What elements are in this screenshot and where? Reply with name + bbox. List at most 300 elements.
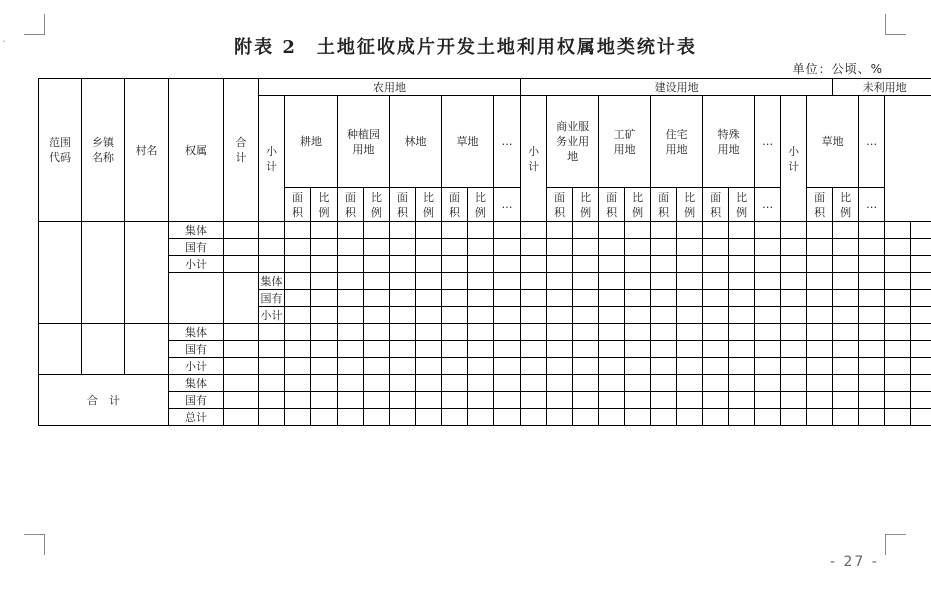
data-cell[interactable] <box>677 392 703 409</box>
data-cell[interactable] <box>729 290 755 307</box>
data-cell[interactable] <box>285 222 311 239</box>
data-cell[interactable] <box>285 239 311 256</box>
data-cell[interactable] <box>573 307 599 324</box>
data-cell[interactable] <box>885 222 911 239</box>
data-cell[interactable] <box>729 222 755 239</box>
data-cell[interactable] <box>416 392 442 409</box>
data-cell[interactable] <box>781 290 807 307</box>
data-cell[interactable] <box>521 307 547 324</box>
data-cell[interactable] <box>625 324 651 341</box>
data-cell[interactable] <box>573 239 599 256</box>
data-cell[interactable] <box>338 290 364 307</box>
data-cell[interactable] <box>416 273 442 290</box>
data-cell[interactable] <box>364 375 390 392</box>
data-cell[interactable] <box>807 256 833 273</box>
data-cell[interactable] <box>703 239 729 256</box>
data-cell[interactable] <box>364 307 390 324</box>
data-cell[interactable] <box>859 273 885 290</box>
data-cell[interactable] <box>224 409 259 426</box>
data-cell[interactable] <box>547 239 573 256</box>
data-cell[interactable] <box>677 341 703 358</box>
data-cell[interactable] <box>547 256 573 273</box>
data-cell[interactable] <box>859 290 885 307</box>
data-cell[interactable] <box>729 375 755 392</box>
data-cell[interactable] <box>755 358 781 375</box>
data-cell[interactable] <box>677 324 703 341</box>
data-cell[interactable] <box>521 358 547 375</box>
data-cell[interactable] <box>729 358 755 375</box>
data-cell[interactable] <box>442 222 468 239</box>
data-cell[interactable] <box>259 239 285 256</box>
data-cell[interactable] <box>599 273 625 290</box>
data-cell[interactable] <box>651 290 677 307</box>
data-cell[interactable] <box>859 341 885 358</box>
data-cell[interactable] <box>781 324 807 341</box>
data-cell[interactable] <box>599 409 625 426</box>
data-cell[interactable] <box>390 239 416 256</box>
data-cell[interactable] <box>703 358 729 375</box>
data-cell[interactable] <box>625 409 651 426</box>
data-cell[interactable] <box>390 409 416 426</box>
data-cell[interactable] <box>885 409 911 426</box>
data-cell[interactable] <box>651 256 677 273</box>
data-cell[interactable] <box>416 341 442 358</box>
data-cell[interactable] <box>599 341 625 358</box>
data-cell[interactable] <box>599 256 625 273</box>
data-cell[interactable] <box>390 375 416 392</box>
data-cell[interactable] <box>468 222 494 239</box>
data-cell[interactable] <box>703 256 729 273</box>
data-cell[interactable] <box>911 273 931 290</box>
data-cell[interactable] <box>911 239 931 256</box>
data-cell[interactable] <box>390 392 416 409</box>
data-cell[interactable] <box>259 256 285 273</box>
data-cell[interactable] <box>625 358 651 375</box>
data-cell[interactable] <box>364 222 390 239</box>
data-cell[interactable] <box>521 375 547 392</box>
data-cell[interactable] <box>807 375 833 392</box>
data-cell[interactable] <box>442 324 468 341</box>
data-cell[interactable] <box>885 273 911 290</box>
data-cell[interactable] <box>468 324 494 341</box>
data-cell[interactable] <box>599 375 625 392</box>
data-cell[interactable] <box>573 222 599 239</box>
data-cell[interactable] <box>859 375 885 392</box>
data-cell[interactable] <box>311 307 338 324</box>
data-cell[interactable] <box>338 273 364 290</box>
data-cell[interactable] <box>885 341 911 358</box>
data-cell[interactable] <box>885 375 911 392</box>
data-cell[interactable] <box>885 290 911 307</box>
data-cell[interactable] <box>259 358 285 375</box>
data-cell[interactable] <box>311 341 338 358</box>
data-cell[interactable] <box>625 290 651 307</box>
data-cell[interactable] <box>416 375 442 392</box>
data-cell[interactable] <box>807 273 833 290</box>
data-cell[interactable] <box>259 341 285 358</box>
data-cell[interactable] <box>599 324 625 341</box>
data-cell[interactable] <box>259 409 285 426</box>
data-cell[interactable] <box>755 375 781 392</box>
data-cell[interactable] <box>755 290 781 307</box>
data-cell[interactable] <box>781 392 807 409</box>
data-cell[interactable] <box>781 341 807 358</box>
data-cell[interactable] <box>521 324 547 341</box>
data-cell[interactable] <box>807 409 833 426</box>
data-cell[interactable] <box>311 324 338 341</box>
data-cell[interactable] <box>599 392 625 409</box>
data-cell[interactable] <box>677 409 703 426</box>
data-cell[interactable] <box>677 273 703 290</box>
data-cell[interactable] <box>911 307 931 324</box>
data-cell[interactable] <box>390 273 416 290</box>
data-cell[interactable] <box>364 239 390 256</box>
data-cell[interactable] <box>468 239 494 256</box>
data-cell[interactable] <box>416 324 442 341</box>
data-cell[interactable] <box>911 290 931 307</box>
data-cell[interactable] <box>599 290 625 307</box>
data-cell[interactable] <box>338 222 364 239</box>
data-cell[interactable] <box>338 409 364 426</box>
data-cell[interactable] <box>494 324 521 341</box>
data-cell[interactable] <box>547 290 573 307</box>
data-cell[interactable] <box>364 273 390 290</box>
data-cell[interactable] <box>494 239 521 256</box>
data-cell[interactable] <box>442 256 468 273</box>
data-cell[interactable] <box>885 256 911 273</box>
data-cell[interactable] <box>311 358 338 375</box>
data-cell[interactable] <box>859 392 885 409</box>
data-cell[interactable] <box>494 341 521 358</box>
data-cell[interactable] <box>224 341 259 358</box>
data-cell[interactable] <box>442 375 468 392</box>
data-cell[interactable] <box>833 290 859 307</box>
data-cell[interactable] <box>547 392 573 409</box>
data-cell[interactable] <box>677 375 703 392</box>
data-cell[interactable] <box>859 409 885 426</box>
data-cell[interactable] <box>338 375 364 392</box>
data-cell[interactable] <box>311 375 338 392</box>
data-cell[interactable] <box>651 392 677 409</box>
data-cell[interactable] <box>677 256 703 273</box>
data-cell[interactable] <box>911 341 931 358</box>
data-cell[interactable] <box>364 256 390 273</box>
data-cell[interactable] <box>807 222 833 239</box>
data-cell[interactable] <box>521 409 547 426</box>
data-cell[interactable] <box>599 222 625 239</box>
data-cell[interactable] <box>442 290 468 307</box>
data-cell[interactable] <box>911 256 931 273</box>
data-cell[interactable] <box>833 358 859 375</box>
data-cell[interactable] <box>651 409 677 426</box>
data-cell[interactable] <box>911 392 931 409</box>
data-cell[interactable] <box>859 307 885 324</box>
data-cell[interactable] <box>625 375 651 392</box>
data-cell[interactable] <box>573 375 599 392</box>
data-cell[interactable] <box>833 341 859 358</box>
data-cell[interactable] <box>833 392 859 409</box>
data-cell[interactable] <box>494 392 521 409</box>
data-cell[interactable] <box>311 273 338 290</box>
data-cell[interactable] <box>547 307 573 324</box>
data-cell[interactable] <box>651 324 677 341</box>
data-cell[interactable] <box>651 358 677 375</box>
data-cell[interactable] <box>494 375 521 392</box>
data-cell[interactable] <box>364 341 390 358</box>
data-cell[interactable] <box>911 222 931 239</box>
data-cell[interactable] <box>521 290 547 307</box>
data-cell[interactable] <box>885 324 911 341</box>
data-cell[interactable] <box>703 341 729 358</box>
data-cell[interactable] <box>259 392 285 409</box>
data-cell[interactable] <box>573 290 599 307</box>
data-cell[interactable] <box>468 256 494 273</box>
data-cell[interactable] <box>285 392 311 409</box>
data-cell[interactable] <box>285 324 311 341</box>
data-cell[interactable] <box>807 290 833 307</box>
data-cell[interactable] <box>859 324 885 341</box>
data-cell[interactable] <box>807 239 833 256</box>
data-cell[interactable] <box>416 290 442 307</box>
data-cell[interactable] <box>364 324 390 341</box>
data-cell[interactable] <box>285 273 311 290</box>
data-cell[interactable] <box>338 358 364 375</box>
data-cell[interactable] <box>625 273 651 290</box>
data-cell[interactable] <box>468 392 494 409</box>
data-cell[interactable] <box>703 409 729 426</box>
data-cell[interactable] <box>390 358 416 375</box>
data-cell[interactable] <box>729 256 755 273</box>
data-cell[interactable] <box>416 256 442 273</box>
data-cell[interactable] <box>651 222 677 239</box>
data-cell[interactable] <box>833 256 859 273</box>
data-cell[interactable] <box>442 358 468 375</box>
data-cell[interactable] <box>599 358 625 375</box>
data-cell[interactable] <box>573 273 599 290</box>
data-cell[interactable] <box>651 307 677 324</box>
data-cell[interactable] <box>703 392 729 409</box>
data-cell[interactable] <box>703 324 729 341</box>
data-cell[interactable] <box>521 256 547 273</box>
data-cell[interactable] <box>677 239 703 256</box>
data-cell[interactable] <box>311 222 338 239</box>
data-cell[interactable] <box>781 239 807 256</box>
data-cell[interactable] <box>311 290 338 307</box>
data-cell[interactable] <box>494 290 521 307</box>
data-cell[interactable] <box>338 256 364 273</box>
data-cell[interactable] <box>807 392 833 409</box>
data-cell[interactable] <box>416 307 442 324</box>
data-cell[interactable] <box>364 409 390 426</box>
data-cell[interactable] <box>729 392 755 409</box>
data-cell[interactable] <box>755 222 781 239</box>
data-cell[interactable] <box>494 273 521 290</box>
data-cell[interactable] <box>885 239 911 256</box>
data-cell[interactable] <box>703 307 729 324</box>
data-cell[interactable] <box>599 307 625 324</box>
data-cell[interactable] <box>521 239 547 256</box>
data-cell[interactable] <box>547 341 573 358</box>
data-cell[interactable] <box>729 324 755 341</box>
data-cell[interactable] <box>911 409 931 426</box>
data-cell[interactable] <box>599 239 625 256</box>
data-cell[interactable] <box>442 392 468 409</box>
data-cell[interactable] <box>781 358 807 375</box>
data-cell[interactable] <box>338 239 364 256</box>
data-cell[interactable] <box>755 409 781 426</box>
data-cell[interactable] <box>521 273 547 290</box>
data-cell[interactable] <box>651 375 677 392</box>
data-cell[interactable] <box>442 273 468 290</box>
data-cell[interactable] <box>833 239 859 256</box>
data-cell[interactable] <box>755 307 781 324</box>
data-cell[interactable] <box>781 409 807 426</box>
data-cell[interactable] <box>338 392 364 409</box>
data-cell[interactable] <box>729 341 755 358</box>
data-cell[interactable] <box>651 273 677 290</box>
data-cell[interactable] <box>285 256 311 273</box>
data-cell[interactable] <box>781 273 807 290</box>
data-cell[interactable] <box>729 307 755 324</box>
data-cell[interactable] <box>573 358 599 375</box>
data-cell[interactable] <box>416 222 442 239</box>
data-cell[interactable] <box>859 358 885 375</box>
data-cell[interactable] <box>573 409 599 426</box>
data-cell[interactable] <box>651 239 677 256</box>
data-cell[interactable] <box>390 256 416 273</box>
data-cell[interactable] <box>364 290 390 307</box>
data-cell[interactable] <box>390 341 416 358</box>
data-cell[interactable] <box>442 307 468 324</box>
data-cell[interactable] <box>677 358 703 375</box>
data-cell[interactable] <box>468 307 494 324</box>
data-cell[interactable] <box>259 375 285 392</box>
data-cell[interactable] <box>755 273 781 290</box>
data-cell[interactable] <box>703 222 729 239</box>
data-cell[interactable] <box>781 222 807 239</box>
data-cell[interactable] <box>625 222 651 239</box>
data-cell[interactable] <box>285 307 311 324</box>
data-cell[interactable] <box>442 239 468 256</box>
data-cell[interactable] <box>259 222 285 239</box>
data-cell[interactable] <box>677 222 703 239</box>
data-cell[interactable] <box>547 222 573 239</box>
data-cell[interactable] <box>807 324 833 341</box>
data-cell[interactable] <box>833 409 859 426</box>
data-cell[interactable] <box>911 375 931 392</box>
data-cell[interactable] <box>494 307 521 324</box>
data-cell[interactable] <box>390 324 416 341</box>
data-cell[interactable] <box>494 222 521 239</box>
data-cell[interactable] <box>494 256 521 273</box>
data-cell[interactable] <box>625 239 651 256</box>
data-cell[interactable] <box>885 307 911 324</box>
data-cell[interactable] <box>285 409 311 426</box>
data-cell[interactable] <box>755 341 781 358</box>
data-cell[interactable] <box>521 341 547 358</box>
data-cell[interactable] <box>338 307 364 324</box>
data-cell[interactable] <box>285 358 311 375</box>
data-cell[interactable] <box>224 239 259 256</box>
data-cell[interactable] <box>224 358 259 375</box>
data-cell[interactable] <box>833 324 859 341</box>
data-cell[interactable] <box>364 358 390 375</box>
data-cell[interactable] <box>885 392 911 409</box>
data-cell[interactable] <box>468 273 494 290</box>
data-cell[interactable] <box>416 409 442 426</box>
data-cell[interactable] <box>573 392 599 409</box>
data-cell[interactable] <box>833 222 859 239</box>
data-cell[interactable] <box>468 290 494 307</box>
data-cell[interactable] <box>833 307 859 324</box>
data-cell[interactable] <box>521 392 547 409</box>
data-cell[interactable] <box>859 256 885 273</box>
data-cell[interactable] <box>755 324 781 341</box>
data-cell[interactable] <box>547 375 573 392</box>
data-cell[interactable] <box>729 409 755 426</box>
data-cell[interactable] <box>224 222 259 239</box>
data-cell[interactable] <box>677 307 703 324</box>
data-cell[interactable] <box>390 307 416 324</box>
data-cell[interactable] <box>807 307 833 324</box>
data-cell[interactable] <box>859 222 885 239</box>
data-cell[interactable] <box>442 341 468 358</box>
data-cell[interactable] <box>547 324 573 341</box>
data-cell[interactable] <box>224 324 259 341</box>
data-cell[interactable] <box>494 409 521 426</box>
data-cell[interactable] <box>807 358 833 375</box>
data-cell[interactable] <box>625 256 651 273</box>
data-cell[interactable] <box>364 392 390 409</box>
data-cell[interactable] <box>547 409 573 426</box>
data-cell[interactable] <box>781 256 807 273</box>
data-cell[interactable] <box>833 375 859 392</box>
data-cell[interactable] <box>885 358 911 375</box>
data-cell[interactable] <box>755 256 781 273</box>
data-cell[interactable] <box>442 409 468 426</box>
data-cell[interactable] <box>729 239 755 256</box>
data-cell[interactable] <box>390 290 416 307</box>
data-cell[interactable] <box>547 358 573 375</box>
data-cell[interactable] <box>573 341 599 358</box>
data-cell[interactable] <box>224 375 259 392</box>
data-cell[interactable] <box>468 375 494 392</box>
data-cell[interactable] <box>703 273 729 290</box>
data-cell[interactable] <box>468 409 494 426</box>
data-cell[interactable] <box>755 239 781 256</box>
data-cell[interactable] <box>468 358 494 375</box>
data-cell[interactable] <box>259 324 285 341</box>
data-cell[interactable] <box>651 341 677 358</box>
data-cell[interactable] <box>573 324 599 341</box>
data-cell[interactable] <box>285 375 311 392</box>
data-cell[interactable] <box>416 239 442 256</box>
data-cell[interactable] <box>625 392 651 409</box>
data-cell[interactable] <box>703 290 729 307</box>
data-cell[interactable] <box>625 307 651 324</box>
data-cell[interactable] <box>311 409 338 426</box>
data-cell[interactable] <box>859 239 885 256</box>
data-cell[interactable] <box>677 290 703 307</box>
data-cell[interactable] <box>755 392 781 409</box>
data-cell[interactable] <box>573 256 599 273</box>
data-cell[interactable] <box>521 222 547 239</box>
data-cell[interactable] <box>703 375 729 392</box>
data-cell[interactable] <box>911 324 931 341</box>
data-cell[interactable] <box>494 358 521 375</box>
data-cell[interactable] <box>311 256 338 273</box>
data-cell[interactable] <box>729 273 755 290</box>
